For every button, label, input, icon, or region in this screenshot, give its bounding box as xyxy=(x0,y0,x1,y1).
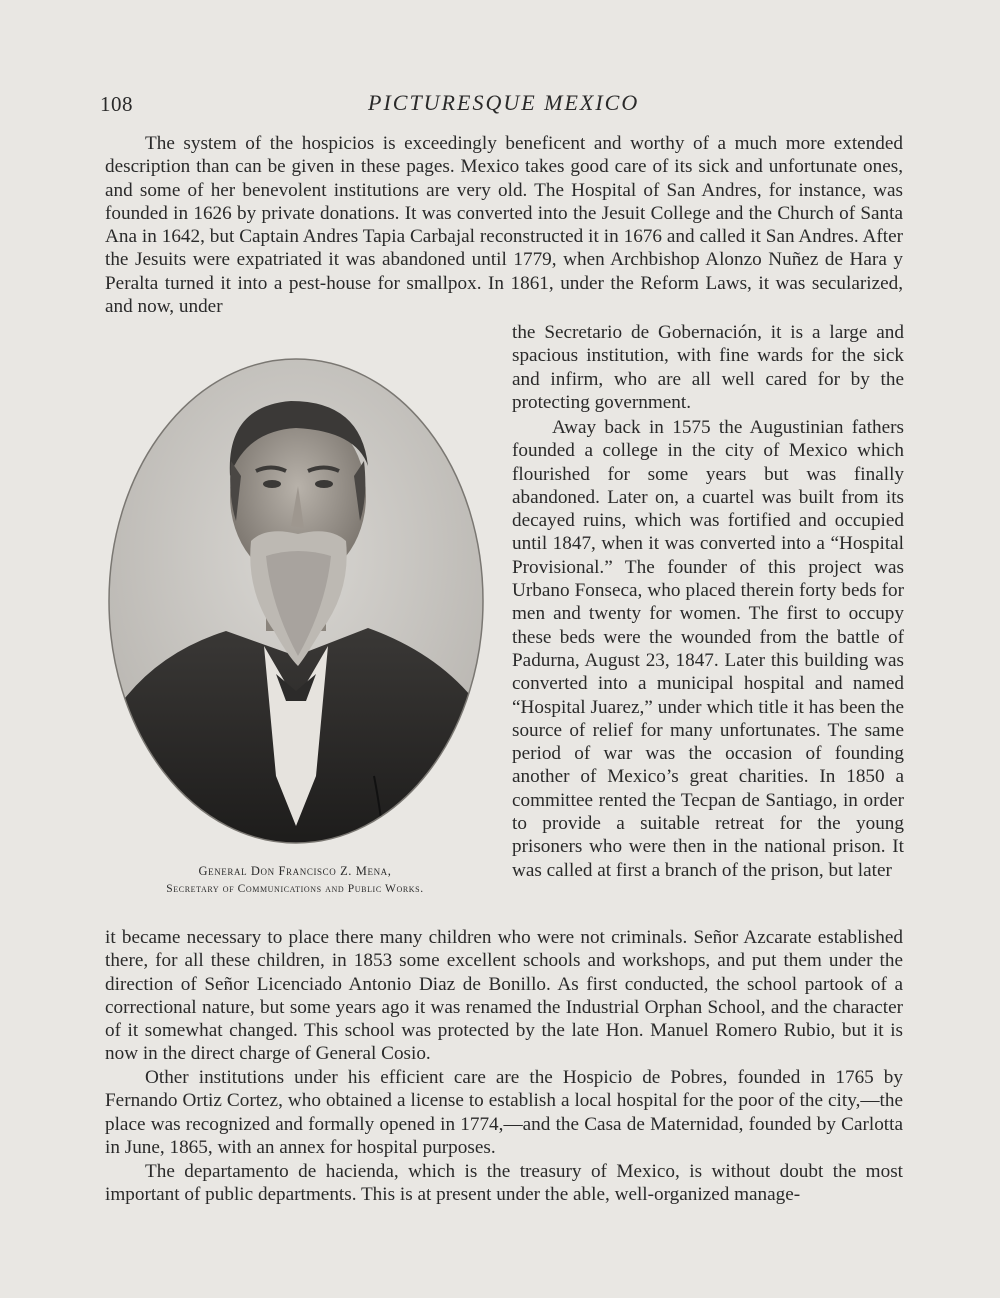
paragraph-san-andres-continued: the Secretario de Gobernación, it is a large and spacious institution, with fine wards for the sick and infirm, who are all well cared for by the protecting government. xyxy=(512,322,904,413)
paragraph-other-institutions: Other institutions under his efficient care are the Hospicio de Pobres, founded in 1765 by Fernando Ortiz Cortez, who obtained a license to establish a local hospital for the poor of the city,—the place was recognized and formally opened in 1774,—and the Casa de Maternidad, founded by Carlotta in June, 1865, with an annex for hospital purposes. xyxy=(105,1067,903,1158)
running-title: PICTURESQUE MEXICO xyxy=(368,90,640,115)
page-number: 108 xyxy=(100,92,133,116)
caption-name: General Don Francisco Z. Mena, xyxy=(198,864,392,878)
paragraph-hacienda: The departamento de hacienda, which is the treasury of Mexico, is without doubt the most important of public departments. This is at present under the able, well-organized manage- xyxy=(105,1161,903,1206)
paragraph-hospicios: The system of the hospicios is exceedingly beneficent and worthy of a much more extended description than can be given in these pages. Mexico takes good care of its sick and unfortunate ones, and some of her benevolent institutions are very old. The Hospital of San Andres, for instance, was founded in 1626 by private donations. It was converted into the Jesuit College and the Church of Santa Ana in 1642, but Captain Andres Tapia Carbajal reconstructed it in 1676 and called it San Andres. After the Jesuits were expatriated it was abandoned until 1779, when Archbishop Alonzo Nuñez de Hara y Peralta turned it into a pest-house for smallpox. In 1861, under the Reform Laws, it was secularized, and now, under xyxy=(105,133,903,318)
caption-title: Secretary of Communications and Public Works. xyxy=(166,883,424,895)
portrait-oval-image xyxy=(106,356,486,846)
paragraph-augustinian-college: Away back in 1575 the Augustinian fathers founded a college in the city of Mexico which flourished for some years but was finally abandoned. Later on, a cuartel was built from its decayed ruins, which was fortified and occupied until 1847, when it was converted into a “Hospital Provisional.” The founder of this project was Urbano Fonseca, who placed therein forty beds for men and twenty for women. The first to occupy these beds were the wounded from the battle of Padurna, August 23, 1847. Later this building was converted into a municipal hospital and named “Hospital Juarez,” under which title it has been the source of relief for many unfortunates. The same period of war was the occasion of founding another of Mexico’s great charities. In 1850 a committee rented the Tecpan de Santiago, in order to provide a suitable retreat for the young prisoners who were then in the national prison. It was called at first a branch of the prison, but later xyxy=(512,417,904,881)
paragraph-orphan-school: it became necessary to place there many children who were not criminals. Señor Azcarate established there, for all these children, in 1853 some excellent schools and workshops, and put them under the direction of Señor Licenciado Antonio Diaz de Bonillo. As first conducted, the school partook of a correctional nature, but some years ago it was renamed the Industrial Orphan School, and the character of it somewhat changed. This school was protected by the late Hon. Manuel Romero Rubio, but it is now in the direct charge of General Cosio. xyxy=(105,927,903,1065)
